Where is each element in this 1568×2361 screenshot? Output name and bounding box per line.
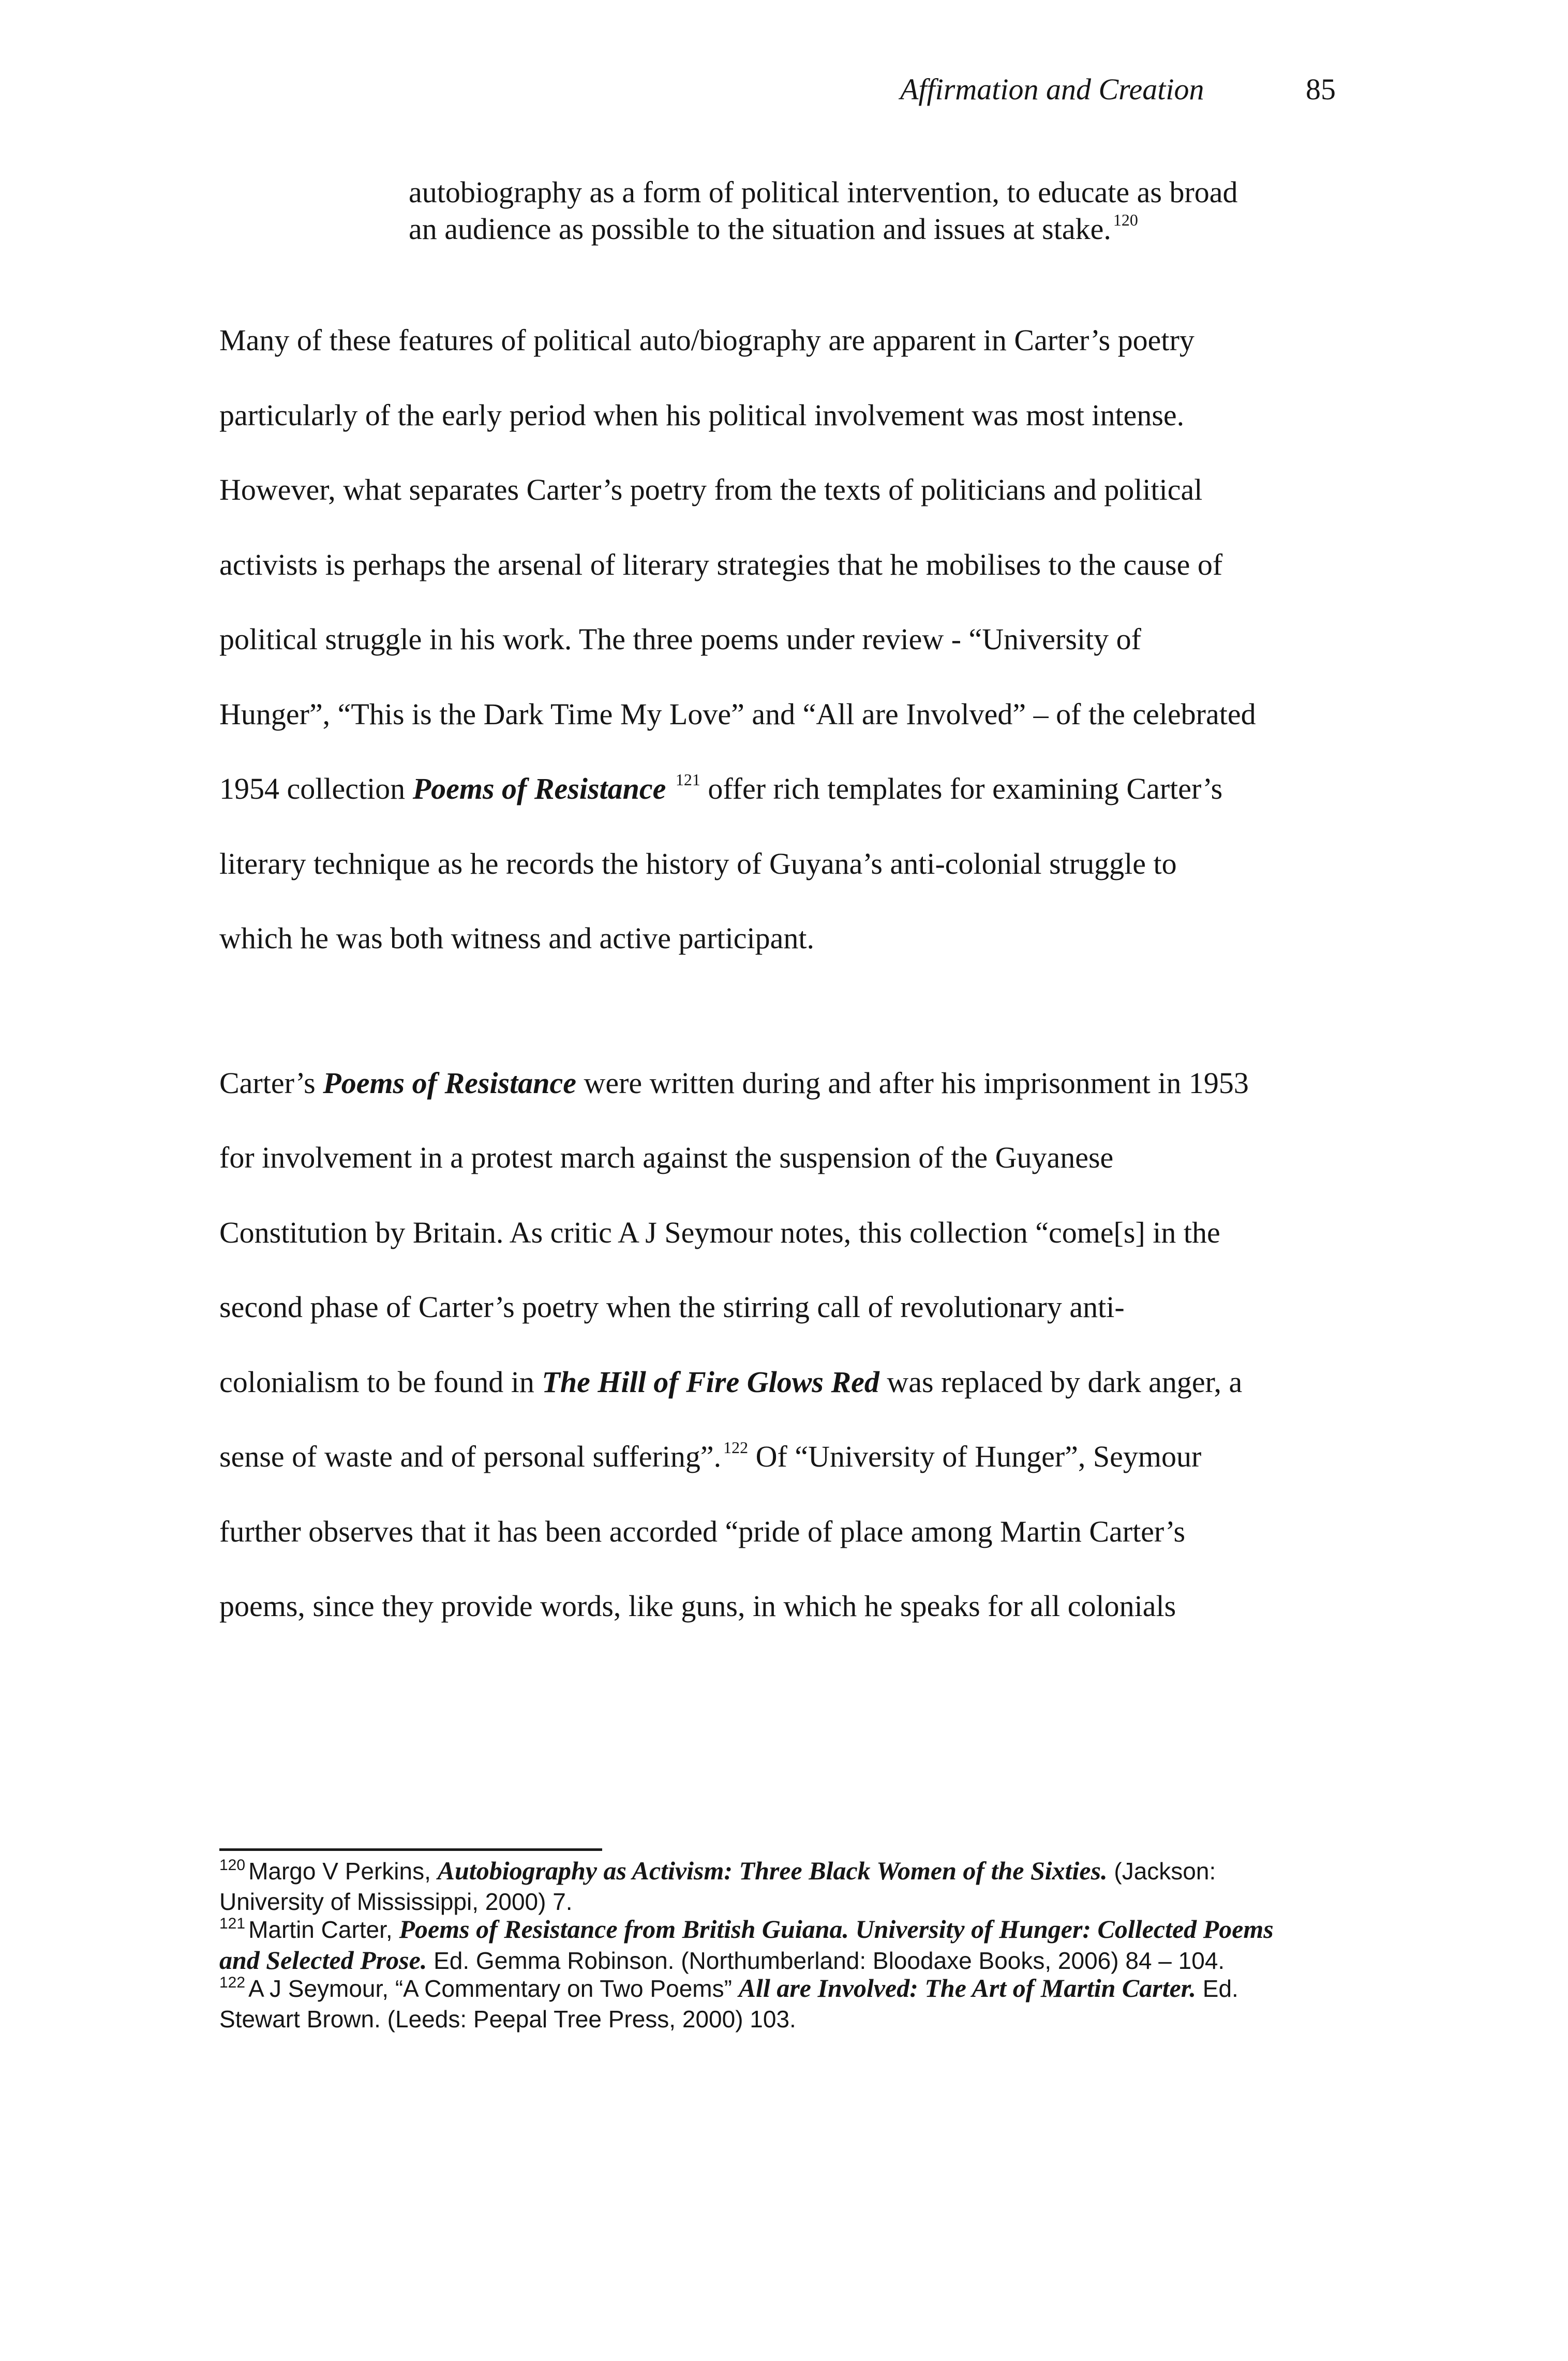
book-title: Poems of Resistance	[323, 1066, 576, 1100]
block-quote-line	[409, 211, 1392, 252]
footnote-122-cont: Stewart Brown. (Leeds: Peepal Tree Press, 2000) 103.	[219, 2006, 796, 2033]
footnote-reference[interactable]: 120	[1113, 211, 1138, 229]
footnote-121-cont	[219, 1947, 1357, 1975]
text-run: Carter’s	[219, 1066, 323, 1100]
footnote-122	[219, 1975, 1357, 2006]
footnote-text: (Jackson:	[1107, 1858, 1216, 1885]
text-line	[219, 771, 1222, 811]
text-run: were written during and after his imprisonment in 1953	[576, 1066, 1249, 1100]
footnote-title: and Selected Prose.	[219, 1946, 427, 1975]
footnotes	[219, 1857, 1357, 2033]
footnote-text: Ed.	[1196, 1975, 1238, 2002]
text-line: However, what separates Carter’s poetry from the texts of politicians and political	[219, 473, 1203, 506]
running-head-title: Affirmation and Creation	[900, 72, 1204, 106]
text-line: poems, since they provide words, like guns, in which he speaks for all colonials	[219, 1589, 1176, 1623]
footnote-121	[219, 1916, 1357, 1947]
text-line: which he was both witness and active participant.	[219, 921, 815, 955]
footnote-reference[interactable]: 122	[723, 1438, 749, 1457]
text-line: political struggle in his work. The three poems under review - “University of	[219, 622, 1141, 656]
footnote-text: Margo V Perkins,	[248, 1858, 438, 1885]
footnote-text: A J Seymour, “A Commentary on Two Poems”	[248, 1975, 739, 2002]
block-quote-line: autobiography as a form of political intervention, to educate as broad	[409, 175, 1238, 209]
footnote-title: Poems of Resistance from British Guiana. University of Hunger: Collected Poems	[399, 1915, 1274, 1944]
footnote-title: All are Involved: The Art of Martin Carter.	[738, 1974, 1197, 2003]
footnote-text: Martin Carter,	[248, 1916, 399, 1943]
text-line: Hunger”, “This is the Dark Time My Love” and “All are Involved” – of the celebrated	[219, 697, 1256, 731]
footnote-number: 120	[219, 1857, 246, 1874]
footnote-number: 121	[219, 1915, 246, 1932]
text-line: Many of these features of political auto/biography are apparent in Carter’s poetry	[219, 323, 1194, 357]
text-run: offer rich templates for examining Carter’s	[700, 772, 1223, 805]
footnote-divider	[219, 1848, 602, 1851]
footnote-120-cont: University of Mississippi, 2000) 7.	[219, 1888, 573, 1915]
text-line: activists is perhaps the arsenal of literary strategies that he mobilises to the cause of	[219, 548, 1223, 581]
block-quote	[409, 174, 1392, 252]
book-title: The Hill of Fire Glows Red	[542, 1365, 879, 1399]
text-line: literary technique as he records the history of Guyana’s anti-colonial struggle to	[219, 847, 1177, 880]
text-line: Constitution by Britain. As critic A J Seymour notes, this collection “come[s] in the	[219, 1216, 1220, 1249]
text-run: was replaced by dark anger, a	[879, 1365, 1243, 1399]
book-title: Poems of Resistance	[412, 772, 666, 805]
text-line	[219, 1065, 1249, 1101]
text-line	[219, 1439, 1201, 1479]
text-run: colonialism to be found in	[219, 1365, 542, 1399]
text-line	[219, 1364, 1242, 1400]
block-quote-text: an audience as possible to the situation and issues at stake.	[409, 212, 1111, 246]
footnote-number: 122	[219, 1974, 246, 1991]
text-run: sense of waste and of personal suffering”.	[219, 1440, 722, 1473]
text-line: second phase of Carter’s poetry when the stirring call of revolutionary anti-	[219, 1290, 1125, 1324]
footnote-text: Ed. Gemma Robinson. (Northumberland: Bloodaxe Books, 2006) 84 – 104.	[427, 1947, 1225, 1974]
footnote-title: Autobiography as Activism: Three Black Women of the Sixties.	[437, 1856, 1108, 1885]
text-line: particularly of the early period when his political involvement was most intense.	[219, 398, 1185, 432]
text-line: for involvement in a protest march against the suspension of the Guyanese	[219, 1141, 1114, 1174]
text-run: 1954 collection	[219, 772, 413, 805]
footnote-reference[interactable]: 121	[675, 770, 700, 789]
text-line: further observes that it has been accorded “pride of place among Martin Carter’s	[219, 1515, 1186, 1548]
text-run: Of “University of Hunger”, Seymour	[748, 1440, 1202, 1473]
page-number: 85	[1306, 72, 1336, 106]
footnote-120	[219, 1857, 1357, 1888]
